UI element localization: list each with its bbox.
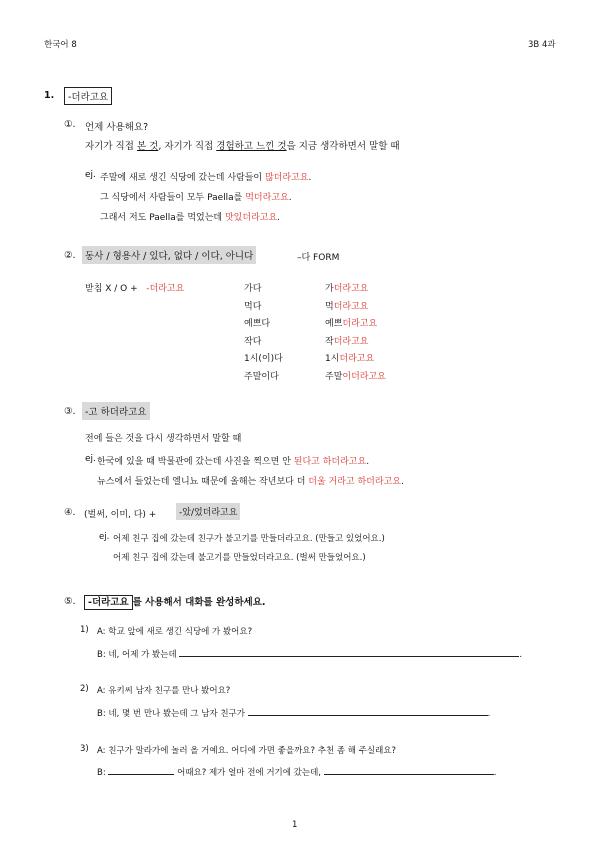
q5-instruction: 를 사용해서 대화를 완성하세요.: [132, 597, 266, 608]
answer-prompt: B:: [97, 768, 106, 778]
q5-boxed-grammar: -더라고요: [84, 595, 133, 610]
example-text: 주말에 새로 생긴 식당에 갔는데 사람들이: [100, 173, 265, 183]
q2-suffix: –다 FORM: [297, 253, 340, 263]
q3-title: -고 하더라고요: [82, 402, 150, 420]
header-right: 3B 4과: [528, 40, 556, 50]
q3-number: ③.: [64, 406, 76, 417]
conj-base: 먹다: [244, 301, 262, 312]
example-highlight: 더울 거라고 하더라고요: [308, 477, 401, 487]
item-answer: [97, 648, 522, 660]
rule-text: 받침 X / O +: [85, 284, 138, 294]
example-text: 그래서 저도 Paella를 먹었는데: [100, 213, 225, 223]
answer-blank[interactable]: [179, 648, 519, 657]
section-number: 1.: [44, 90, 55, 101]
conj-base: 가다: [244, 284, 262, 294]
q2-rule: [85, 281, 184, 294]
example-text: .: [400, 477, 404, 487]
example-text: 그 식당에서 사람들이 모두 Paella를: [100, 193, 246, 203]
q1-description: [85, 138, 400, 152]
answer-blank[interactable]: [108, 766, 174, 775]
example-text: 뉴스에서 들었는데 엘니뇨 때문에 올해는 작년보다 더: [97, 477, 309, 487]
conj-stem: 1시: [325, 354, 340, 365]
item-answer: [97, 707, 490, 719]
q1-desc-underline: 본 것: [136, 141, 159, 152]
answer-prompt: B: 네, 몇 번 만나 봤는데 그 남자 친구가: [97, 709, 245, 719]
rule-ending: -더라고요: [146, 284, 185, 294]
conj-base: 작다: [244, 336, 262, 347]
conj-stem: 예쁘: [325, 319, 343, 330]
q4-example-2: 어제 친구 집에 갔는데 불고기를 만들었더라고요. (벌써 만들었어요.): [113, 553, 366, 563]
q4-title: (벌써, 이미, 다) +: [84, 510, 157, 520]
section-title: -더라고요: [64, 87, 112, 105]
conj-ending: 더라고요: [333, 336, 369, 347]
answer-end: .: [487, 709, 491, 719]
conj-base: 예쁘다: [244, 319, 271, 330]
q3-example-label: ej.: [85, 454, 96, 464]
q2-title: 동사 / 형용사 / 있다, 없다 / 이다, 아니다: [82, 246, 256, 264]
answer-end: .: [493, 768, 497, 778]
q1-number: ①.: [64, 119, 76, 130]
item-number: 3): [80, 744, 89, 754]
answer-prompt: B: 네, 어제 가 봤는데: [97, 650, 177, 660]
conj-base: 1시(이)다: [244, 354, 283, 365]
answer-blank[interactable]: [248, 707, 488, 716]
q2-number: ②.: [64, 250, 76, 261]
example-highlight: 먹더라고요: [245, 193, 289, 203]
conj-ending: 더라고요: [333, 301, 369, 312]
q1-desc-part: 자기가 직접: [85, 141, 137, 152]
item-answer: [97, 766, 496, 778]
q4-number: ④.: [64, 507, 76, 518]
conj-stem: 가: [325, 284, 334, 294]
q1-title: 언제 사용해요?: [85, 122, 149, 133]
conj-ending: 더라고요: [333, 284, 369, 294]
conj-result: [325, 351, 386, 369]
conj-ending: 이더라고요: [342, 371, 386, 382]
q3-description: 전에 들은 것을 다시 생각하면서 말할 때: [85, 434, 242, 444]
item-number: 2): [80, 684, 89, 694]
header-left: 한국어 8: [44, 40, 77, 50]
item-number: 1): [80, 625, 89, 635]
conjugation-result-column: [325, 281, 386, 387]
conjugation-base-column: [244, 281, 283, 387]
example-text: .: [308, 173, 312, 183]
q1-example-label: ej.: [85, 170, 96, 180]
example-text: .: [277, 213, 281, 223]
conj-result: [325, 299, 386, 317]
q1-example-1: [100, 170, 311, 183]
conj-stem: 먹: [325, 301, 334, 312]
conj-result: [325, 369, 386, 387]
item-question: A: 친구가 말라가에 놀러 올 거예요. 어디에 가면 좋을까요? 추천 좀 해 주실래요?: [97, 746, 397, 756]
q3-example-2: [97, 474, 404, 487]
item-question: A: 학교 앞에 새로 생긴 식당에 가 봤어요?: [97, 627, 253, 637]
example-highlight: 된다고 하더라고요: [293, 457, 367, 467]
q1-desc-underline: 경험하고 느낀 것: [216, 141, 287, 152]
conj-ending: 더라고요: [342, 319, 378, 330]
answer-prompt: 어때요? 제가 얼마 전에 거기에 갔는데,: [177, 768, 321, 778]
q4-form: -았/었더라고요: [176, 503, 240, 520]
q1-desc-part: 을 지금 생각하면서 말할 때: [286, 141, 400, 152]
answer-end: .: [519, 650, 523, 660]
example-text: 한국에 있을 때 박물관에 갔는데 사진을 찍으면 안: [97, 457, 294, 467]
conj-result: [325, 334, 386, 352]
q1-desc-part: , 자기가 직접: [158, 141, 217, 152]
conj-result: [325, 316, 386, 334]
q3-example-1: [97, 454, 369, 467]
q4-example-label: ej.: [99, 532, 110, 542]
example-highlight: 맛있더라고요: [224, 213, 278, 223]
q5-number: ⑤.: [64, 596, 76, 607]
answer-blank[interactable]: [324, 766, 494, 775]
conj-result: [325, 281, 386, 299]
q5-title: [84, 594, 266, 608]
q1-example-3: [100, 210, 280, 223]
example-text: .: [288, 193, 292, 203]
conj-stem: 주말: [325, 371, 343, 382]
conj-ending: 더라고요: [339, 354, 375, 365]
q4-example-1: 어제 친구 집에 갔는데 친구가 불고기를 만들더라고요. (만들고 있었어요.): [113, 534, 385, 544]
page-number: 1: [292, 820, 298, 830]
conj-base: 주말이다: [244, 371, 279, 382]
conj-stem: 작: [325, 336, 334, 347]
example-highlight: 많더라고요: [264, 173, 309, 183]
q1-example-2: [100, 190, 292, 203]
example-text: .: [366, 457, 370, 467]
item-question: A: 유키씨 남자 친구를 만나 봤어요?: [97, 686, 231, 696]
